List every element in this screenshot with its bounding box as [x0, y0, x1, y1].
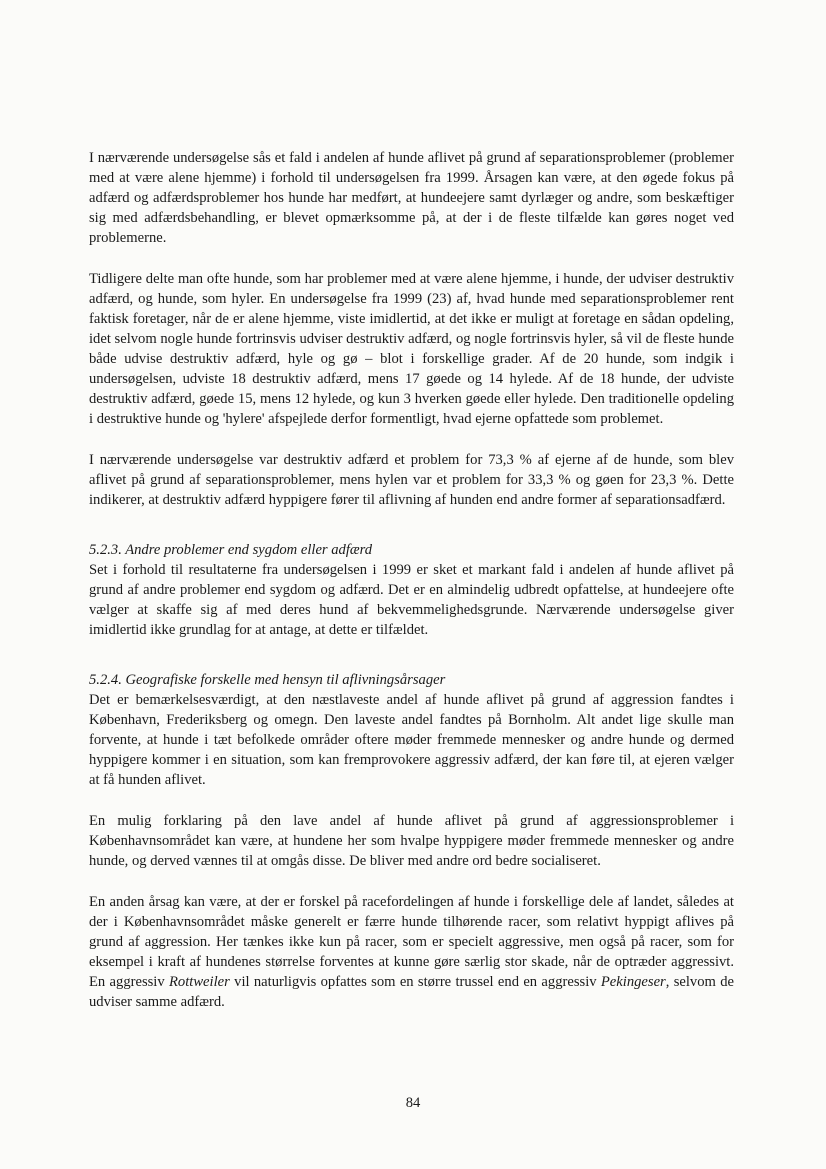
breed-text-part-2: vil naturligvis opfattes som en større trussel end en aggressiv	[229, 974, 601, 990]
paragraph-other-problems: Set i forhold til resultaterne fra undersøgelsen i 1999 er sket et markant fald i andelen af hunde aflivet på grund af andre problemer end sygdom og adfærd. Det er en almindelig udbredt opfattelse, at hundeejere ofte vælger at skaffe sig af med deres hund af bekvemmelighedsgrunde. Nærværende undersøgelse giver imidlertid ikke grundlag for at antage, at dette er tilfældet.	[89, 562, 734, 638]
paragraph-previous-division: Tidligere delte man ofte hunde, som har problemer med at være alene hjemme, i hunde, der udviser destruktiv adfærd, og hunde, som hyler. En undersøgelse fra 1999 (23) af, hvad hunde med separationsproblemer rent faktisk foretager, når de er alene hjemme, viste imidlertid, at det ikke er muligt at foretage en sådan opdeling, idet selvom nogle hunde fortrinsvis udviser destruktiv adfærd, og nogle fortrinsvis hyler, så vil de fleste hunde både udvise destruktiv adfærd, hyle og gø – blot i forskellige grader. Af de 20 hunde, som indgik i undersøgelsen, udviste 18 destruktiv adfærd, mens 17 gøede og 14 hylede. Af de 18 hunde, der udviste destruktiv adfærd, gøede 15, mens 12 hylede, og kun 3 hverken gøede eller hylede. Den traditionelle opdeling i destruktive hunde og 'hylere' afspejlede derfor formentligt, hvad ejerne opfattede som problemet.	[89, 271, 734, 427]
paragraph-breed-distribution	[89, 892, 734, 1012]
body-text	[89, 148, 734, 1033]
paragraph-possible-explanation: En mulig forklaring på den lave andel af hunde aflivet på grund af aggressionsproblemer i Københavnsområdet kan være, at hundene her som hvalpe hyppigere møder fremmede mennesker og andre hunde, og derved vænnes til at omgås disse. De bliver med andre ord bedre socialiseret.	[89, 813, 734, 869]
section-heading-5-2-4: 5.2.4. Geografiske forskelle med hensyn til aflivningsårsager	[89, 672, 446, 688]
paragraph-geographic-aggression: Det er bemærkelsesværdigt, at den næstlaveste andel af hunde aflivet på grund af aggression fandtes i København, Frederiksberg og omegn. Den laveste andel fandtes på Bornholm. Alt andet lige skulle man forvente, at hunde i tæt befolkede områder oftere møder fremmede mennesker og andre hunde og dermed hyppigere kommer i en situation, som kan fremprovokere aggressiv adfærd, der kan føre til, at ejeren vælger at få hunden aflivet.	[89, 692, 734, 788]
paragraph-separation-decline: I nærværende undersøgelse sås et fald i andelen af hunde aflivet på grund af separationsproblemer (problemer med at være alene hjemme) i forhold til undersøgelsen fra 1999. Årsagen kan være, at den øgede fokus på adfærd og adfærdsproblemer hos hunde har medført, at hundeejere samt dyrlæger og andre, som beskæftiger sig med adfærdsbehandling, er blevet opmærksomme på, at der i de fleste tilfælde kan gøres noget ved problemerne.	[89, 150, 734, 246]
section-heading-5-2-3: 5.2.3. Andre problemer end sygdom eller adfærd	[89, 542, 373, 558]
breed-pekingeser: Pekingeser	[600, 974, 666, 990]
paragraph-destructive-behavior: I nærværende undersøgelse var destruktiv adfærd et problem for 73,3 % af ejerne af de hunde, som blev aflivet på grund af separationsproblemer, mens hylen var et problem for 33,3 % og gøen for 23,3 %. Dette indikerer, at destruktiv adfærd hyppigere fører til aflivning af hunden end andre former af separationsadfærd.	[89, 452, 734, 508]
page-number: 84	[405, 1095, 421, 1111]
breed-text-part-1: En anden årsag kan være, at der er forskel på racefordelingen af hunde i forskellige dele af landet, således at der i Københavnsområdet måske generelt er færre hunde tilhørende racer, som relativt hyppigt aflives på grund af aggression. Her tænkes ikke kun på racer, som er specielt aggressive, men også på racer, som for eksempel i kraft af hundenes størrelse forventes at kunne gøre særlig stor skade, når de optræder aggressivt. En aggressiv	[89, 894, 734, 990]
breed-rottweiler: Rottweiler	[169, 974, 230, 990]
breed-text-part-3: , selvom de udviser samme adfærd.	[89, 974, 734, 1010]
